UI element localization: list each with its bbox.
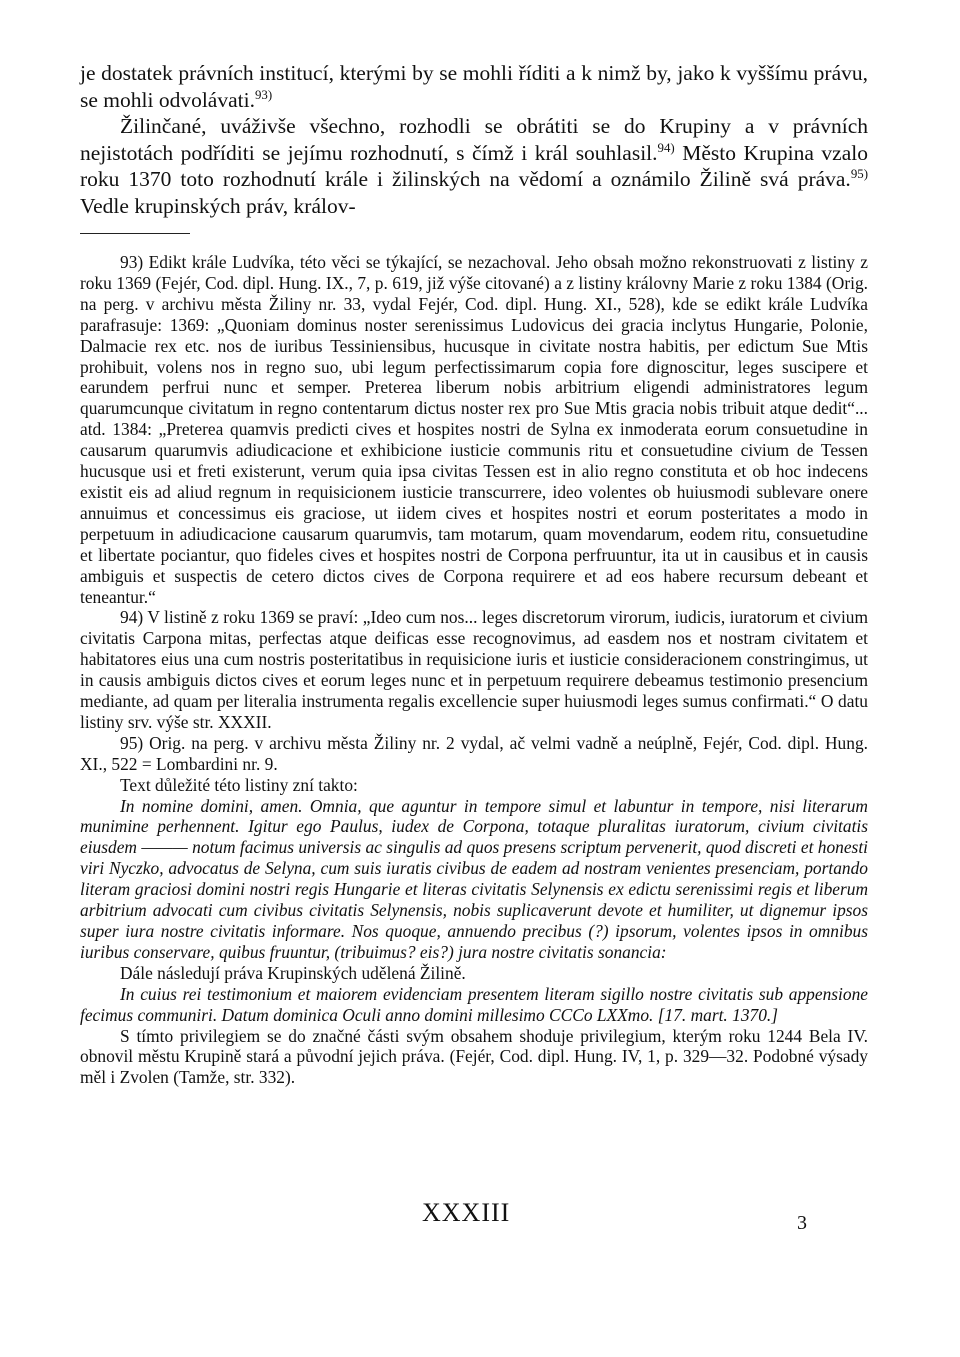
footnote-93: 93) Edikt krále Ludvíka, této věci se týkající, se nezachoval. Jeho obsah možno rekonstruovati z listiny z roku 1369 (Fejér, Cod. dipl. Hung. IX., 7, p. 619, již výše citované) a z listiny královny Marie z roku 1384 (Orig. na perg. v archivu města Žiliny nr. 33, vydal Fejér, Cod. dipl. Hung. XI., 528), kde se edikt krále Ludvíka parafrasuje: 1369: „Quoniam dominus noster serenissimus Ludovicus dei gracia inclytus Hungarie, Polonie, Dalmacie rex etc. nos de iuribus Tessiniensibus, hucusque in civitate nostra habitis, per edictum Sue Mtis prohibuit, volens nos in regno suo, ubi legum perfectissimarum copia fore dignoscitur, leges suscipere et earundem perfrui nunc et semper. Preterea liberum nobis arbitrium eligendi administratores legum quarumcunque civitatum in regno contentarum dictus noster rex pro Sue Mtis gracia nobis tribuit atque dedit“... atd. 1384: „Preterea quamvis predicti cives et hospites nostri de Sylna ex inmoderata eorum consuetudine in causarum quarumvis adiudicacione et exhibicione iusticie communis ritu et consuetudine civium de Tessen hucusque usi et freti existerunt, verum quia ipsa civitas Tessen est in alio regno constituta et ob hoc indecens existit eis ad aliud regnum in requisicionem iusticie transcurrere, ideo volentes ob huiusmodi sublevare onere annuimus et concessimus eis graciose, ut iidem cives et hospites nostri et eorum posteritates a modo in perpetuum in adiudicacione causarum quarumvis, tam motarum, quam movendarum, eodem ritu, consuetudine et libertate pociantur, quo fideles cives et hospites nostri de Corpona perfruuntur, ita ut in causibus et in causis ambiguis et suspectis de cetero dictos cives de Corpona requirere et ad eos habere recursum debeant et teneantur.“: [80, 252, 868, 607]
page-body: [80, 60, 868, 1088]
main-paragraph-1-text: je dostatek právních institucí, kterými by se mohli říditi a k nimž by, jako k vyššímu právu, se mohli odvolávati.: [80, 61, 868, 112]
follow-note: Dále následují práva Krupinských udělená Žilině.: [120, 962, 466, 983]
page-number: 3: [797, 1212, 807, 1234]
main-paragraph-2: [80, 113, 868, 219]
main-text: [80, 60, 868, 219]
footnote-95: 95) Orig. na perg. v archivu města Žiliny nr. 2 vydal, ač velmi vadně a neúplně, Fejér, Cod. dipl. Hung. XI., 522 = Lombardini nr. 9.: [80, 732, 868, 774]
page-footer: [0, 1198, 960, 1238]
main-paragraph-2-rest: Město Krupina vzalo roku 1370 toto rozhodnutí krále i žilinských na vědomí a oznámilo Žilině svá práva.: [80, 140, 868, 191]
footnotes: [80, 252, 868, 1088]
main-paragraph-2-text: Žilinčané, uváživše všechno, rozhodli se obrátiti se do Krupiny a v právních nejistotách podříditi se jejímu rozhodnutí, s čímž i král souhlasil.: [80, 114, 868, 165]
footnote-ref-95[interactable]: 95): [850, 166, 868, 181]
closing-note: S tímto privilegiem se do značné části svým obsahem shoduje privilegium, kterým roku 1244 Bela IV. obnovil městu Krupině stará a původní jejich práva. (Fejér, Cod. dipl. Hung. IV, 1, p. 329—32. Podobné výsady měl i Zvolen (Tamže, str. 332).: [80, 1025, 868, 1088]
text-intro: Text důležité této listiny zní takto:: [120, 774, 358, 795]
footnote-ref-93[interactable]: 93): [254, 87, 273, 102]
main-paragraph-2-rest2: Vedle krupinských práv, králov-: [80, 193, 356, 218]
footnote-divider: [80, 233, 190, 234]
latin-text-2: In cuius rei testimonium et maiorem evidenciam presentem literam sigillo nostre civitatis sub appensione fecimus communiri. Datum dominica Oculi anno domini millesimo CCCo LXXmo. [17. mart. 1370.]: [80, 983, 868, 1025]
latin-text-1: In nomine domini, amen. Omnia, que aguntur in tempore simul et labuntur in tempore, nisi literarum munimine perhennent. Igitur ego Paulus, iudex de Corpona, totaque pluralitas iuratorum, civium civitatis eiusdem ——— notum facimus universis ac singulis ad quos presens scriptum pervenerit, quod discreti et honesti viri Nyczko, advocatus de Selyna, cum suis iuratis civibus de eadem ad nostram venientes presenciam, portando literam graciosi domini nostri regis Hungarie et literas civitatis Selynensis ex edictu serenissimi regis et liberum arbitrium advocati cum civibus civitatis Selynensis, nobis suplicaverunt devote et humiliter, ut dignemur ipsos super iura nostre civitatis informare. Nos quoque, annuendo precibus (?) ipsorum, volentes ipsos in omnibus iuribus conservare, quibus fruuntur, (tribuimus? eis?) jura nostre civitatis sonancia:: [80, 795, 868, 962]
footnote-94: 94) V listině z roku 1369 se praví: „Ideo cum nos... leges discretorum virorum, iudicis, iuratorum et civium civitatis Carpona mitas, perfectas atque deificas esse recognovimus, ad easdem nos et nostram civitatem et habitatores eius una cum nostris posteritatibus in requisicione iuris et iusticie consideracionem constringimus, ut in causis ambiguis dictos cives et eorum leges nunc et in perpetuum requirere debeamus testimonio presencium mediante, ad quam per literalia instrumenta regalis excellencie super huiusmodi leges sumus confirmati.“ O datu listiny srv. výše str. XXXII.: [80, 607, 868, 732]
roman-page-number: XXXIII: [422, 1198, 511, 1227]
main-paragraph-1: [80, 60, 868, 113]
footnote-ref-94[interactable]: 94): [657, 140, 675, 155]
